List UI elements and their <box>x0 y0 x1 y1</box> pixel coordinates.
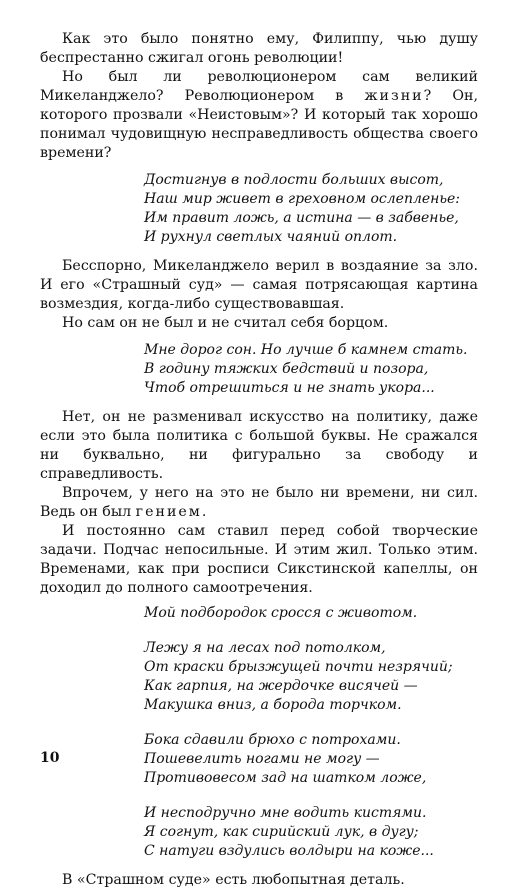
paragraph-7: И постоянно сам ставил перед собой творческие задачи. Подчас непосильные. И этим жил. Только этим. Временами, как при росписи Сикстинской капеллы, он доходил до полного самоотречения. <box>40 523 478 596</box>
verse-2 <box>144 341 478 398</box>
verse-3-line: Как гарпия, на жердочке висячей — <box>144 678 418 694</box>
paragraph-6-part-a: Впрочем, у него на это не было ни времени, ни сил. Ведь он был <box>40 485 478 520</box>
paragraph-2-part-a: Но был ли революционером сам великий Микеланджело? Революционером в <box>40 69 478 104</box>
paragraph-2-part-b: ? Он, которого прозвали «Неистовым»? И который так хорошо понимал чудовищную несправедливость общества своего времени? <box>40 88 478 161</box>
stanza-gap <box>144 623 478 639</box>
page-number: 10 <box>40 750 60 766</box>
verse-1-line: Им правит ложь, а истина — в забвенье, <box>144 210 459 226</box>
verse-2-line: Мне дорог сон. Но лучше б камнем стать. <box>144 342 468 358</box>
page-text <box>40 30 478 890</box>
verse-3-line: Мой подбородок сросся с животом. <box>144 605 418 621</box>
verse-3-line: Я согнут, как сирийский лук, в дугу; <box>144 824 419 840</box>
paragraph-5: Нет, он не разменивал искусство на политику, даже если это была политика с большой буквы. Не сражался ни буквально, ни фигурально за свободу и справедливость. <box>40 409 478 482</box>
verse-1-line: Достигнув в подлости больших высот, <box>144 172 444 188</box>
verse-3-line: И несподручно мне водить кистями. <box>144 805 427 821</box>
verse-3-line: Бока сдавили брюхо с потрохами. <box>144 732 401 748</box>
verse-3-line: Макушка вниз, а борода торчком. <box>144 697 402 713</box>
paragraph-3: Бесспорно, Микеланджело верил в воздаяние за зло. И его «Страшный суд» — самая потрясающая картина возмездия, когда-либо существовавшая. <box>40 258 478 312</box>
emphasis-geniem: гением <box>135 504 202 520</box>
verse-3-line: Лежу я на лесах под потолком, <box>144 640 386 656</box>
verse-1-line: Наш мир живет в греховном ослепленье: <box>144 191 461 207</box>
verse-3 <box>144 604 478 861</box>
stanza-gap <box>144 715 478 731</box>
paragraph-6 <box>40 484 478 522</box>
stanza-gap <box>144 788 478 804</box>
verse-1-line: И рухнул светлых чаяний оплот. <box>144 229 398 245</box>
paragraph-4: Но сам он не был и не считал себя борцом. <box>62 315 389 331</box>
paragraph-2 <box>40 68 478 163</box>
paragraph-8: В «Страшном суде» есть любопытная деталь. <box>62 872 405 888</box>
verse-3-line: С натуги вздулись волдыри на коже... <box>144 843 434 859</box>
paragraph-6-part-b: . <box>201 504 207 520</box>
verse-3-line: Пошевелить ногами не могу — <box>144 751 380 767</box>
paragraph-1: Как это было понятно ему, Филиппу, чью душу беспрестанно сжигал огонь революции! <box>40 31 478 66</box>
verse-3-line: От краски брызжущей почти незрячий; <box>144 659 453 675</box>
verse-3-line: Противовесом зад на шатком ложе, <box>144 770 427 786</box>
verse-2-line: Чтоб отрешиться и не знать укора... <box>144 380 435 396</box>
verse-1 <box>144 171 478 247</box>
verse-2-line: В годину тяжких бедствий и позора, <box>144 361 429 377</box>
emphasis-zhizni: жизни <box>364 88 424 104</box>
